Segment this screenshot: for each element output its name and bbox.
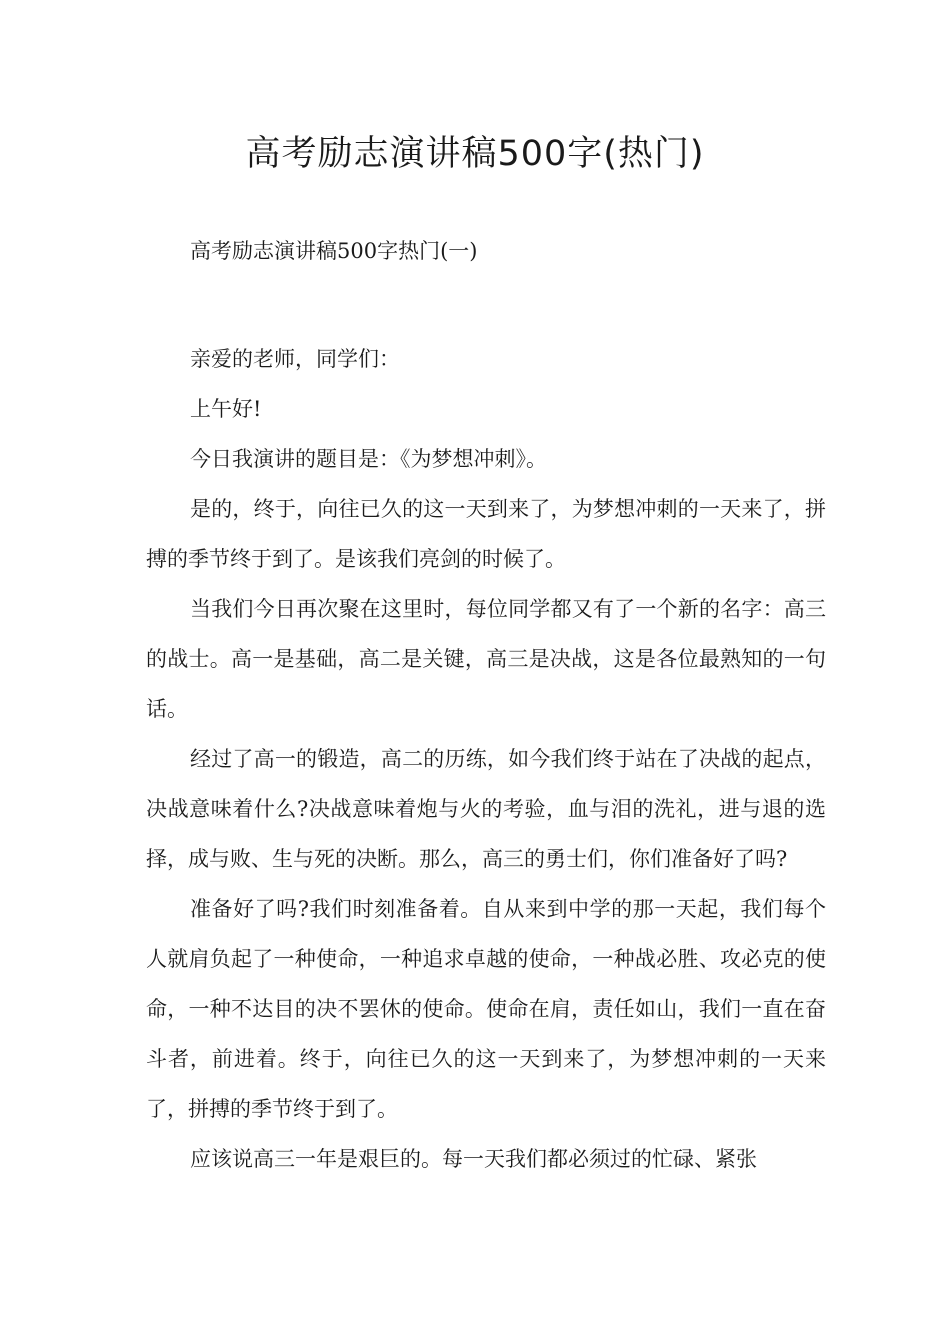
document-subtitle: 高考励志演讲稿500字热门(一): [190, 239, 478, 263]
paragraph: 当我们今日再次聚在这里时，每位同学都又有了一个新的名字：高三的战士。高一是基础，高二是关键，高三是决战，这是各位最熟知的一句话。: [146, 597, 826, 721]
document-body: [146, 334, 826, 1184]
paragraph: 经过了高一的锻造，高二的历练，如今我们终于站在了决战的起点，决战意味着什么?决战意味着炮与火的考验，血与泪的洗礼，进与退的选择，成与败、生与死的决断。那么，高三的勇士们，你们准备好了吗?: [146, 747, 826, 871]
paragraph: 准备好了吗?我们时刻准备着。自从来到中学的那一天起，我们每个人就肩负起了一种使命，一种追求卓越的使命，一种战必胜、攻必克的使命，一种不达目的决不罢休的使命。使命在肩，责任如山，我们一直在奋斗者，前进着。终于，向往已久的这一天到来了，为梦想冲刺的一天来了，拼搏的季节终于到了。: [146, 897, 826, 1121]
paragraph-greeting: 亲爱的老师，同学们：: [190, 347, 400, 371]
paragraph-topic: 今日我演讲的题目是：《为梦想冲刺》。: [190, 447, 547, 471]
paragraph: 是的，终于，向往已久的这一天到来了，为梦想冲刺的一天来了，拼搏的季节终于到了。是该我们亮剑的时候了。: [146, 497, 826, 571]
document-title: 高考励志演讲稿500字(热门): [245, 134, 705, 174]
paragraph-salutation: 上午好!: [190, 397, 262, 421]
paragraph: 应该说高三一年是艰巨的。每一天我们都必须过的忙碌、紧张: [190, 1147, 757, 1171]
